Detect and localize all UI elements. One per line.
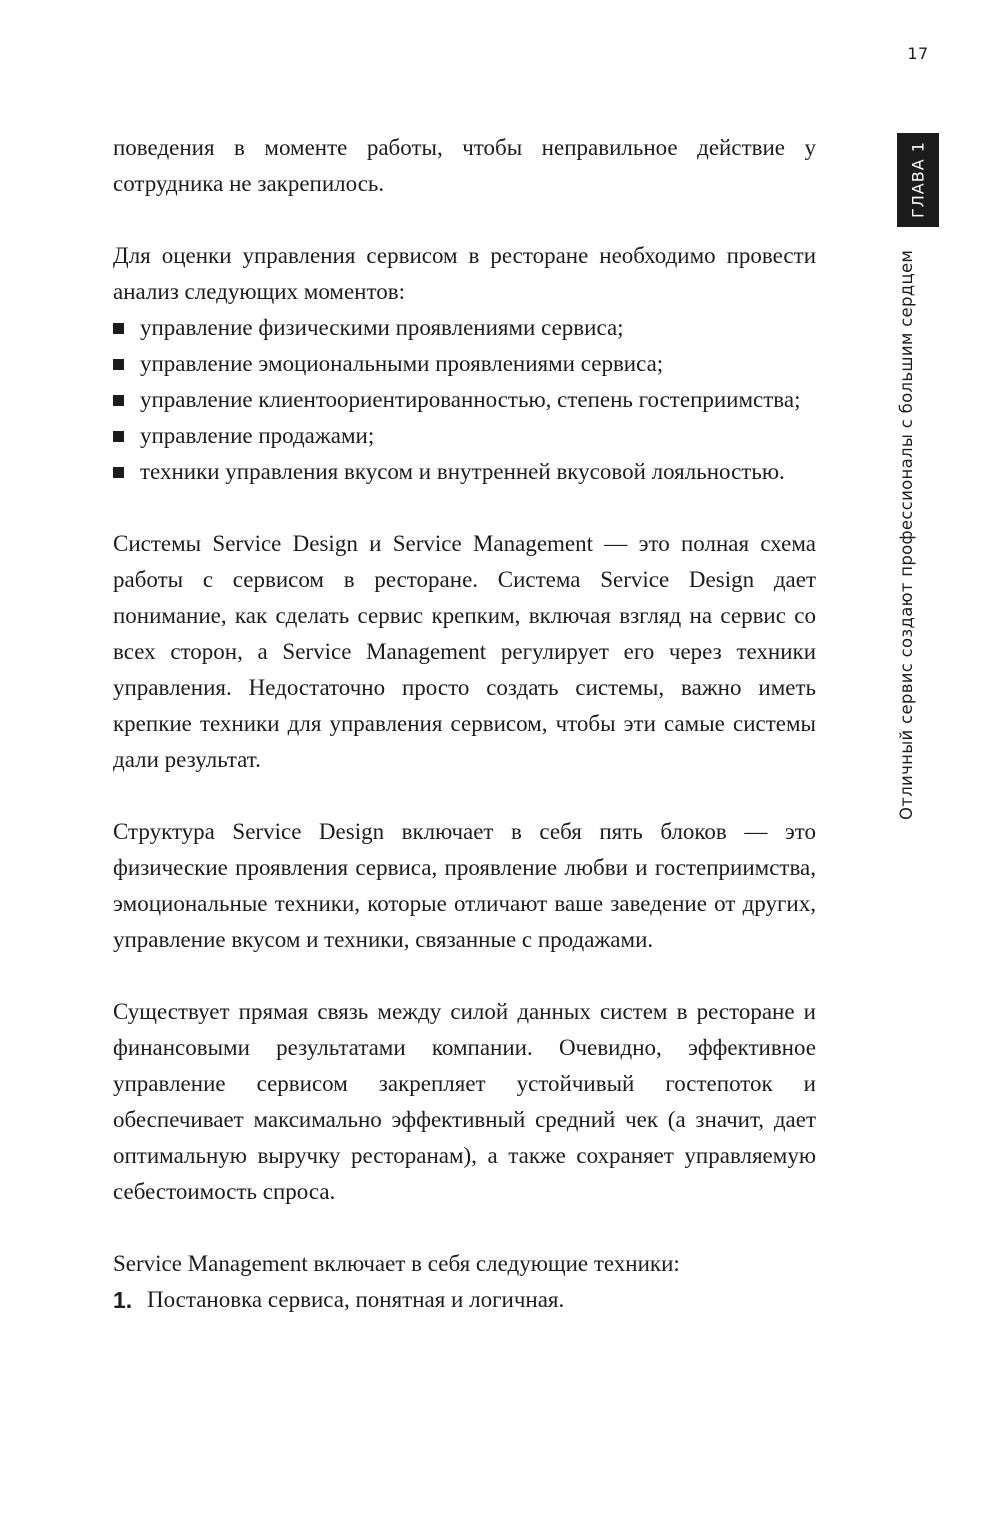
list-item	[113, 346, 816, 382]
paragraph: поведения в моменте работы, чтобы неправильное действие у сотрудника не закрепилось.	[113, 135, 816, 196]
numbered-list	[113, 1282, 816, 1318]
list-item	[113, 454, 816, 490]
chapter-tab: ГЛАВА 1	[897, 133, 939, 227]
square-bullet-icon	[113, 359, 124, 370]
list-item-text: управление физическими проявлениями сервиса;	[140, 315, 624, 340]
paragraph-gap	[113, 958, 816, 994]
square-bullet-icon	[113, 467, 124, 478]
paragraph-gap	[113, 1210, 816, 1246]
list-item-text: управление эмоциональными проявлениями сервиса;	[140, 351, 664, 376]
list-item	[113, 382, 816, 418]
paragraph: Service Management включает в себя следующие техники:	[113, 1251, 680, 1276]
square-bullet-icon	[113, 431, 124, 442]
list-item	[113, 310, 816, 346]
list-item	[113, 418, 816, 454]
paragraph: Для оценки управления сервисом в ресторане необходимо провести анализ следующих моментов:	[113, 243, 816, 304]
paragraph-gap	[113, 202, 816, 238]
paragraph-gap	[113, 778, 816, 814]
running-title: Отличный сервис создают профессионалы с большим сердцем	[897, 249, 916, 821]
page-number: 17	[907, 44, 929, 63]
square-bullet-icon	[113, 323, 124, 334]
side-margin	[897, 133, 939, 833]
list-item	[113, 1282, 816, 1318]
list-item-text: техники управления вкусом и внутренней вкусовой лояльностью.	[140, 459, 785, 484]
list-item-number: 1.	[113, 1287, 133, 1313]
paragraph: Структура Service Design включает в себя пять блоков — это физические проявления сервиса, проявление любви и гостеприимства, эмоциональные техники, которые отличают ваше заведение от других, управление вкусом и техники, связанные с продажами.	[113, 819, 816, 952]
paragraph-gap	[113, 490, 816, 526]
bullet-list	[113, 310, 816, 490]
list-item-text: управление клиентоориентированностью, степень гостеприимства;	[140, 387, 801, 412]
paragraph: Существует прямая связь между силой данных систем в ресторане и финансовыми результатами компании. Очевидно, эффективное управление сервисом закрепляет устойчивый гостепоток и обеспечивает максимально эффективный средний чек (а значит, дает оптимальную выручку ресторанам), а также сохраняет управляемую себестоимость спроса.	[113, 999, 816, 1204]
square-bullet-icon	[113, 395, 124, 406]
paragraph: Системы Service Design и Service Management — это полная схема работы с сервисом в ресторане. Система Service Design дает понимание, как сделать сервис крепким, включая взгляд на сервис со всех сторон, а Service Management регулирует его через техники управления. Недостаточно просто создать системы, важно иметь крепкие техники для управления сервисом, чтобы эти самые системы дали результат.	[113, 531, 816, 772]
page-body	[113, 130, 816, 1318]
list-item-text: управление продажами;	[140, 423, 375, 448]
list-item-text: Постановка сервиса, понятная и логичная.	[147, 1287, 565, 1312]
